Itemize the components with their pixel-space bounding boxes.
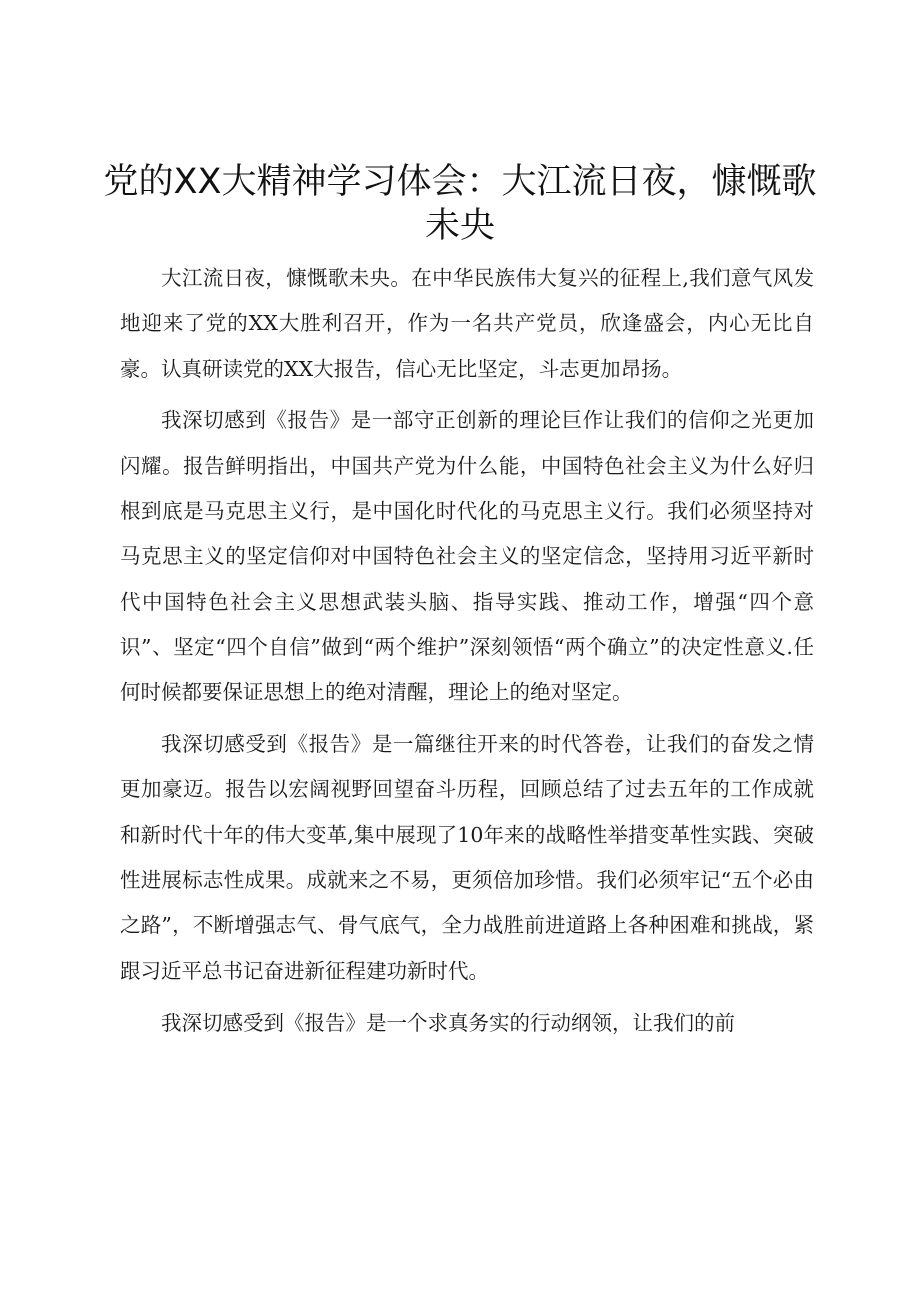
paragraph-1: 大江流日夜，慷慨歌未央。在中华民族伟大复兴的征程上,我们意气风发地迎来了党的XX大胜利召开，作为一名共产党员，欣逢盛会，内心无比自豪。认真研读党的XX大报告，信心无比坚定，斗志更加昂扬。 xyxy=(120,266,814,381)
paragraph-2: 我深切感到《报告》是一部守正创新的理论巨作让我们的信仰之光更加闪耀。报告鲜明指出，中国共产党为什么能，中国特色社会主义为什么好归根到底是马克思主义行，是中国化时代化的马克思主义行。我们必须坚持对马克思主义的坚定信仰对中国特色社会主义的坚定信念，坚持用习近平新时代中国特色社会主义思想武装头脑、指导实践、推动工作，增强“四个意识”、坚定“四个自信”做到“两个维护”深刻领悟“两个确立”的决定性意义.任何时候都要保证思想上的绝对清醒，理论上的绝对坚定。 xyxy=(120,408,814,705)
document-title: 党的XX大精神学习体会：大江流日夜，慷慨歌未央 xyxy=(103,162,817,246)
paragraph-4: 我深切感受到《报告》是一个求真务实的行动纲领，让我们的前 xyxy=(161,1010,735,1035)
document-body xyxy=(120,256,814,1052)
paragraph-3: 我深切感受到《报告》是一篇继往开来的时代答卷，让我们的奋发之情更加豪迈。报告以宏阔视野回望奋斗历程，回顾总结了过去五年的工作成就和新时代十年的伟大变革,集中展现了10年来的战略性举措变革性实践、突破性进展标志性成果。成就来之不易，更须倍加珍惜。我们必须牢记“五个必由之路”，不断增强志气、骨气底气，全力战胜前进道路上各种困难和挑战，紧跟习近平总书记奋进新征程建功新时代。 xyxy=(120,732,814,983)
